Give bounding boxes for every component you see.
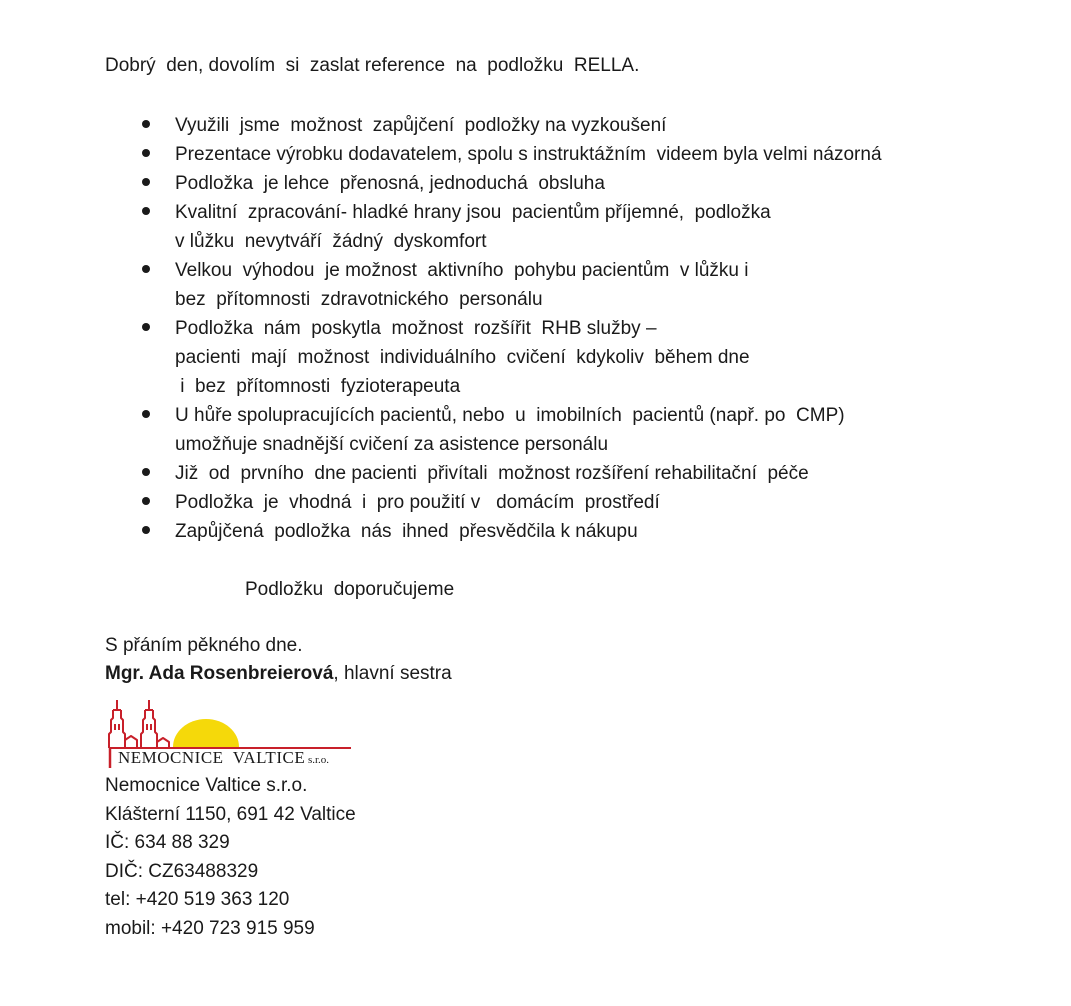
list-item-line: U hůře spolupracujících pacientů, nebo u imobilních pacientů (např. po CMP) xyxy=(175,405,845,426)
logo-wordmark xyxy=(118,748,329,770)
list-item-line: Již od prvního dne pacienti přivítali možnost rozšíření rehabilitační péče xyxy=(175,463,809,484)
signer-role: , hlavní sestra xyxy=(333,663,452,684)
bullet-icon xyxy=(142,265,150,273)
list-item-line: Využili jsme možnost zapůjčení podložky na vyzkoušení xyxy=(175,115,667,136)
reference-list xyxy=(140,111,882,546)
bullet-icon xyxy=(142,323,150,331)
bullet-icon xyxy=(142,410,150,418)
logo-name: NEMOCNICE VALTICE xyxy=(118,748,306,767)
list-item xyxy=(140,169,882,198)
company-street: Klášterní 1150, 691 42 Valtice xyxy=(105,804,356,825)
bullet-icon xyxy=(142,497,150,505)
bullet-icon xyxy=(142,468,150,476)
bullet-icon xyxy=(142,120,150,128)
list-item-line: Zapůjčená podložka nás ihned přesvědčila k nákupu xyxy=(175,521,638,542)
list-item-line: Podložka je vhodná i pro použití v domácím prostředí xyxy=(175,492,660,513)
list-item xyxy=(140,198,882,256)
list-item xyxy=(140,314,882,401)
closing-line: S přáním pěkného dne. xyxy=(105,635,303,656)
list-item-line: umožňuje snadnější cvičení za asistence personálu xyxy=(175,434,609,455)
list-item-line: Kvalitní zpracování- hladké hrany jsou pacientům příjemné, podložka xyxy=(175,202,771,223)
recommendation-line: Podložku doporučujeme xyxy=(245,579,455,600)
company-mobile: mobil: +420 723 915 959 xyxy=(105,918,315,939)
signer-name: Mgr. Ada Rosenbreierová xyxy=(105,663,334,684)
company-name: Nemocnice Valtice s.r.o. xyxy=(105,775,308,796)
list-item xyxy=(140,111,882,140)
bullet-icon xyxy=(142,207,150,215)
bullet-icon xyxy=(142,178,150,186)
bullet-icon xyxy=(142,149,150,157)
list-item-line: bez přítomnosti zdravotnického personálu xyxy=(175,289,543,310)
list-item xyxy=(140,488,882,517)
company-phone: tel: +420 519 363 120 xyxy=(105,889,290,910)
list-item-line: Podložka nám poskytla možnost rozšířit RHB služby – xyxy=(175,318,657,339)
bullet-icon xyxy=(142,526,150,534)
list-item xyxy=(140,256,882,314)
list-item-line: v lůžku nevytváří žádný dyskomfort xyxy=(175,231,487,252)
logo-suffix: s.r.o. xyxy=(305,754,330,766)
list-item xyxy=(140,401,882,459)
list-item-line: pacienti mají možnost individuálního cvičení kdykoliv během dne xyxy=(175,347,750,368)
list-item-line: Prezentace výrobku dodavatelem, spolu s instruktážním videem byla velmi názorná xyxy=(175,144,882,165)
list-item xyxy=(140,140,882,169)
list-item xyxy=(140,459,882,488)
list-item xyxy=(140,517,882,546)
greeting-line: Dobrý den, dovolím si zaslat reference na podložku RELLA. xyxy=(105,55,640,76)
list-item-line: i bez přítomnosti fyzioterapeuta xyxy=(175,376,461,397)
company-dic: DIČ: CZ63488329 xyxy=(105,861,259,882)
list-item-line: Podložka je lehce přenosná, jednoduchá obsluha xyxy=(175,173,605,194)
list-item-line: Velkou výhodou je možnost aktivního pohybu pacientům v lůžku i xyxy=(175,260,749,281)
company-ic: IČ: 634 88 329 xyxy=(105,832,230,853)
signature-line xyxy=(105,662,452,686)
